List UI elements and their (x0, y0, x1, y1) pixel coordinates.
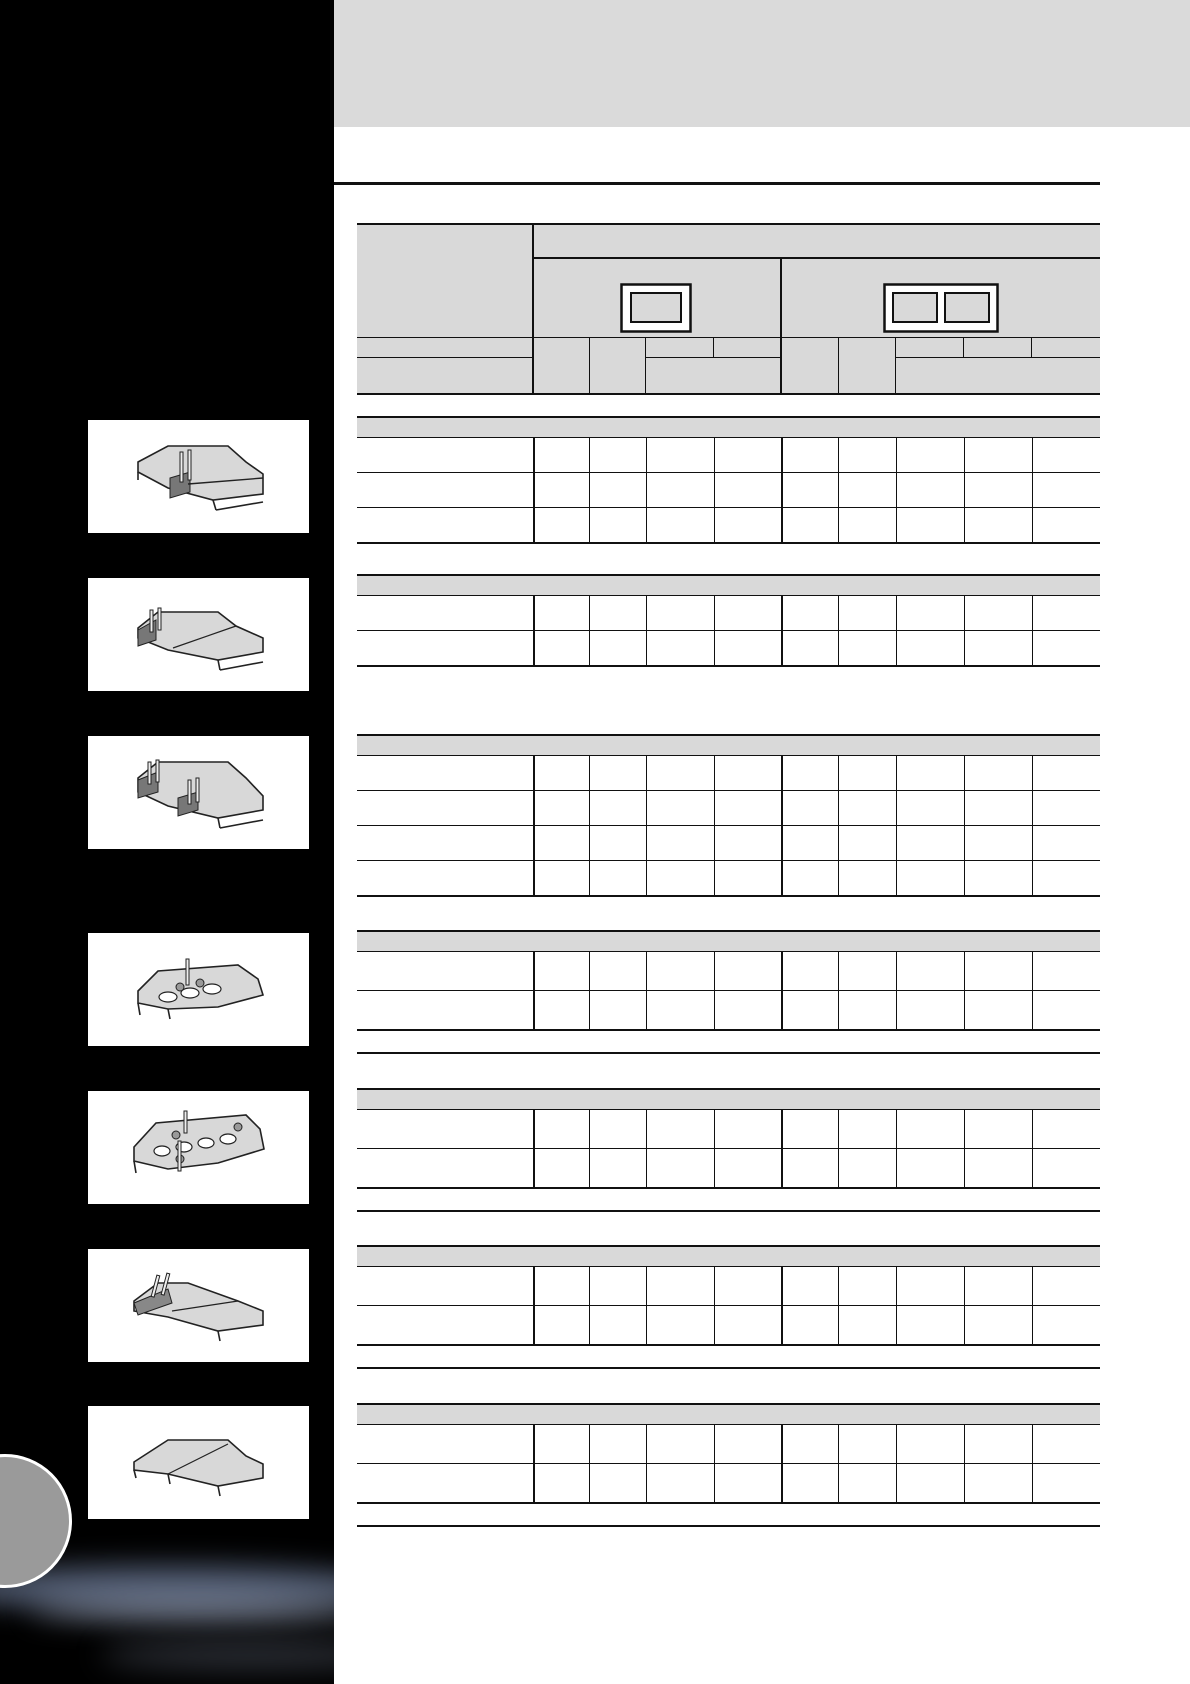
table-cell-divider (589, 596, 590, 630)
table-cell-divider (589, 1267, 590, 1305)
table-cell-divider (838, 1149, 839, 1187)
table-cell-divider (714, 438, 715, 472)
table-cell-divider (896, 473, 897, 507)
table-cell-divider (838, 1110, 839, 1148)
table-cell-divider (714, 1110, 715, 1148)
thumbnail-connector-angled-pins (88, 1249, 309, 1362)
table-row (357, 508, 1100, 543)
table-cell-divider (589, 952, 590, 990)
table-row (357, 631, 1100, 666)
table-cell-divider (781, 596, 783, 630)
table-cell-divider (896, 508, 897, 542)
table-cell-divider (533, 473, 535, 507)
table-cell-divider (1032, 596, 1033, 630)
table-cell-divider (533, 952, 535, 990)
table-row (357, 1464, 1100, 1503)
thumbnail-connector-multi-screw-terminals (88, 1091, 309, 1204)
table-cell-divider (714, 1149, 715, 1187)
section-bottom-rule (357, 542, 1100, 544)
table-cell-divider (838, 631, 839, 665)
plain-cover-plate-icon (128, 1418, 268, 1508)
table-cell-divider (714, 1425, 715, 1463)
table-cell-divider (646, 1267, 647, 1305)
table-cell-divider (964, 1425, 965, 1463)
table-cell-divider (589, 473, 590, 507)
table-row (357, 991, 1100, 1030)
table-cell-divider (1032, 791, 1033, 825)
table-cell-divider (1032, 756, 1033, 790)
table-cell-divider (781, 826, 783, 860)
table-row (357, 861, 1100, 896)
table-cell-divider (1032, 952, 1033, 990)
table-cell-divider (646, 438, 647, 472)
table-cell-divider (781, 1267, 783, 1305)
table-cell-divider (838, 826, 839, 860)
section-header-bar (357, 1403, 1100, 1425)
separator-rule (357, 1525, 1100, 1527)
section-header-bar (357, 734, 1100, 756)
section-bottom-rule (357, 895, 1100, 897)
table-cell-divider (838, 952, 839, 990)
table-cell-divider (1032, 631, 1033, 665)
table-cell-divider (589, 1110, 590, 1148)
table-cell-divider (589, 861, 590, 895)
table-cell-divider (838, 756, 839, 790)
table-cell-divider (964, 1110, 965, 1148)
table-row (357, 596, 1100, 631)
table-cell-divider (533, 991, 535, 1029)
header-label-cell (357, 223, 533, 395)
connector-two-pins-center-icon (128, 432, 268, 522)
table-row (357, 1149, 1100, 1188)
section-bottom-rule (357, 1187, 1100, 1189)
table-cell-divider (964, 473, 965, 507)
section-header-bar (357, 416, 1100, 438)
table-cell-divider (1032, 1464, 1033, 1502)
table-cell-divider (964, 596, 965, 630)
table-cell-divider (896, 1425, 897, 1463)
connector-four-pins-icon (128, 748, 268, 838)
table-cell-divider (896, 991, 897, 1029)
table-cell-divider (896, 1306, 897, 1344)
table-cell-divider (964, 991, 965, 1029)
table-cell-divider (533, 756, 535, 790)
table-cell-divider (964, 1306, 965, 1344)
table-row (357, 1267, 1100, 1306)
table-cell-divider (714, 1267, 715, 1305)
table-cell-divider (1032, 826, 1033, 860)
table-cell-divider (533, 438, 535, 472)
table-cell-divider (896, 596, 897, 630)
table-cell-divider (646, 1425, 647, 1463)
table-cell-divider (646, 1306, 647, 1344)
section-bottom-rule (357, 1029, 1100, 1031)
table-cell-divider (896, 861, 897, 895)
table-cell-divider (896, 791, 897, 825)
table-cell-divider (714, 791, 715, 825)
header-rule (334, 182, 1100, 185)
table-cell-divider (781, 508, 783, 542)
table-cell-divider (533, 1306, 535, 1344)
table-cell-divider (896, 1267, 897, 1305)
table-cell-divider (838, 438, 839, 472)
table-cell-divider (1032, 473, 1033, 507)
table-cell-divider (964, 756, 965, 790)
table-cell-divider (589, 1306, 590, 1344)
thumbnail-connector-two-pins-center (88, 420, 309, 533)
table-cell-divider (896, 1464, 897, 1502)
table-cell-divider (1032, 1267, 1033, 1305)
table-cell-divider (533, 596, 535, 630)
separator-rule (357, 1367, 1100, 1369)
table-cell-divider (781, 1425, 783, 1463)
connector-two-pins-edge-icon (128, 590, 268, 680)
table-cell-divider (781, 438, 783, 472)
section-bottom-rule (357, 1344, 1100, 1346)
table-row (357, 952, 1100, 991)
table-cell-divider (646, 991, 647, 1029)
table-cell-divider (533, 1267, 535, 1305)
table-cell-divider (533, 1425, 535, 1463)
table-cell-divider (781, 1464, 783, 1502)
table-cell-divider (646, 596, 647, 630)
thumbnail-connector-two-pins-edge (88, 578, 309, 691)
table-row (357, 1425, 1100, 1464)
table-cell-divider (781, 631, 783, 665)
table-cell-divider (646, 473, 647, 507)
table-cell-divider (714, 631, 715, 665)
table-cell-divider (781, 473, 783, 507)
separator-rule (357, 1052, 1100, 1054)
section-header-bar (357, 930, 1100, 952)
table-cell-divider (714, 952, 715, 990)
table-cell-divider (781, 1306, 783, 1344)
connector-angled-pins-icon (128, 1261, 268, 1351)
table-cell-divider (646, 791, 647, 825)
table-cell-divider (896, 826, 897, 860)
table-cell-divider (533, 861, 535, 895)
table-cell-divider (646, 756, 647, 790)
table-cell-divider (646, 861, 647, 895)
section-header-bar (357, 1088, 1100, 1110)
table-cell-divider (714, 861, 715, 895)
table-cell-divider (896, 438, 897, 472)
table-row (357, 756, 1100, 791)
table-cell-divider (533, 826, 535, 860)
section-header-bar (357, 1245, 1100, 1267)
table-cell-divider (964, 1267, 965, 1305)
table-cell-divider (589, 756, 590, 790)
table-cell-divider (533, 1464, 535, 1502)
separator-rule (357, 1210, 1100, 1212)
table-cell-divider (781, 861, 783, 895)
table-row (357, 826, 1100, 861)
connector-screw-terminals-icon (128, 945, 268, 1035)
connector-multi-screw-terminals-icon (128, 1103, 268, 1193)
table-row (357, 438, 1100, 473)
section-header-bar (357, 574, 1100, 596)
table-cell-divider (533, 1110, 535, 1148)
table-cell-divider (896, 1149, 897, 1187)
table-cell-divider (533, 1149, 535, 1187)
table-header (357, 223, 1100, 395)
table-cell-divider (1032, 1149, 1033, 1187)
table-cell-divider (589, 791, 590, 825)
table-cell-divider (838, 991, 839, 1029)
table-cell-divider (838, 508, 839, 542)
table-cell-divider (964, 1464, 965, 1502)
table-cell-divider (964, 508, 965, 542)
table-cell-divider (896, 631, 897, 665)
table-cell-divider (533, 631, 535, 665)
thumbnail-plain-cover-plate (88, 1406, 309, 1519)
table-cell-divider (714, 508, 715, 542)
table-cell-divider (646, 826, 647, 860)
table-cell-divider (1032, 991, 1033, 1029)
table-cell-divider (589, 1149, 590, 1187)
table-cell-divider (589, 826, 590, 860)
table-cell-divider (838, 1267, 839, 1305)
thumbnail-connector-screw-terminals (88, 933, 309, 1046)
table-cell-divider (589, 991, 590, 1029)
table-cell-divider (646, 631, 647, 665)
table-cell-divider (838, 1425, 839, 1463)
table-cell-divider (714, 1306, 715, 1344)
table-cell-divider (781, 756, 783, 790)
table-cell-divider (589, 438, 590, 472)
section-bottom-rule (357, 665, 1100, 667)
table-cell-divider (589, 1464, 590, 1502)
table-cell-divider (838, 791, 839, 825)
section-bottom-rule (357, 1502, 1100, 1504)
table-cell-divider (1032, 1110, 1033, 1148)
table-cell-divider (714, 596, 715, 630)
single-frame-icon (620, 283, 692, 333)
table-cell-divider (714, 826, 715, 860)
table-cell-divider (781, 952, 783, 990)
table-cell-divider (646, 1464, 647, 1502)
table-cell-divider (964, 1149, 965, 1187)
table-cell-divider (964, 631, 965, 665)
table-row (357, 791, 1100, 826)
table-cell-divider (838, 1464, 839, 1502)
header-band (334, 0, 1190, 127)
table-cell-divider (964, 861, 965, 895)
table-cell-divider (589, 508, 590, 542)
table-cell-divider (964, 952, 965, 990)
table-cell-divider (589, 631, 590, 665)
header-group-cell (533, 223, 1100, 395)
double-frame-icon (883, 283, 999, 333)
table-cell-divider (589, 1425, 590, 1463)
table-cell-divider (714, 991, 715, 1029)
table-cell-divider (896, 756, 897, 790)
table-cell-divider (838, 861, 839, 895)
table-cell-divider (714, 1464, 715, 1502)
table-row (357, 473, 1100, 508)
table-cell-divider (838, 596, 839, 630)
table-cell-divider (646, 952, 647, 990)
table-cell-divider (896, 952, 897, 990)
table-cell-divider (533, 791, 535, 825)
table-cell-divider (964, 438, 965, 472)
light-glow (100, 1640, 334, 1670)
table-row (357, 1110, 1100, 1149)
table-cell-divider (646, 1110, 647, 1148)
table-cell-divider (646, 1149, 647, 1187)
table-cell-divider (964, 791, 965, 825)
table-cell-divider (1032, 861, 1033, 895)
table-cell-divider (714, 756, 715, 790)
table-cell-divider (781, 1149, 783, 1187)
table-cell-divider (1032, 438, 1033, 472)
table-cell-divider (533, 508, 535, 542)
table-cell-divider (714, 473, 715, 507)
table-cell-divider (1032, 508, 1033, 542)
table-cell-divider (838, 473, 839, 507)
table-cell-divider (896, 1110, 897, 1148)
table-cell-divider (838, 1306, 839, 1344)
thumbnail-connector-four-pins (88, 736, 309, 849)
table-cell-divider (781, 791, 783, 825)
table-cell-divider (1032, 1425, 1033, 1463)
table-cell-divider (964, 826, 965, 860)
table-cell-divider (1032, 1306, 1033, 1344)
sidebar (0, 0, 334, 1684)
light-glow (30, 1598, 334, 1622)
table-cell-divider (646, 508, 647, 542)
table-row (357, 1306, 1100, 1345)
table-cell-divider (781, 1110, 783, 1148)
table-cell-divider (781, 991, 783, 1029)
